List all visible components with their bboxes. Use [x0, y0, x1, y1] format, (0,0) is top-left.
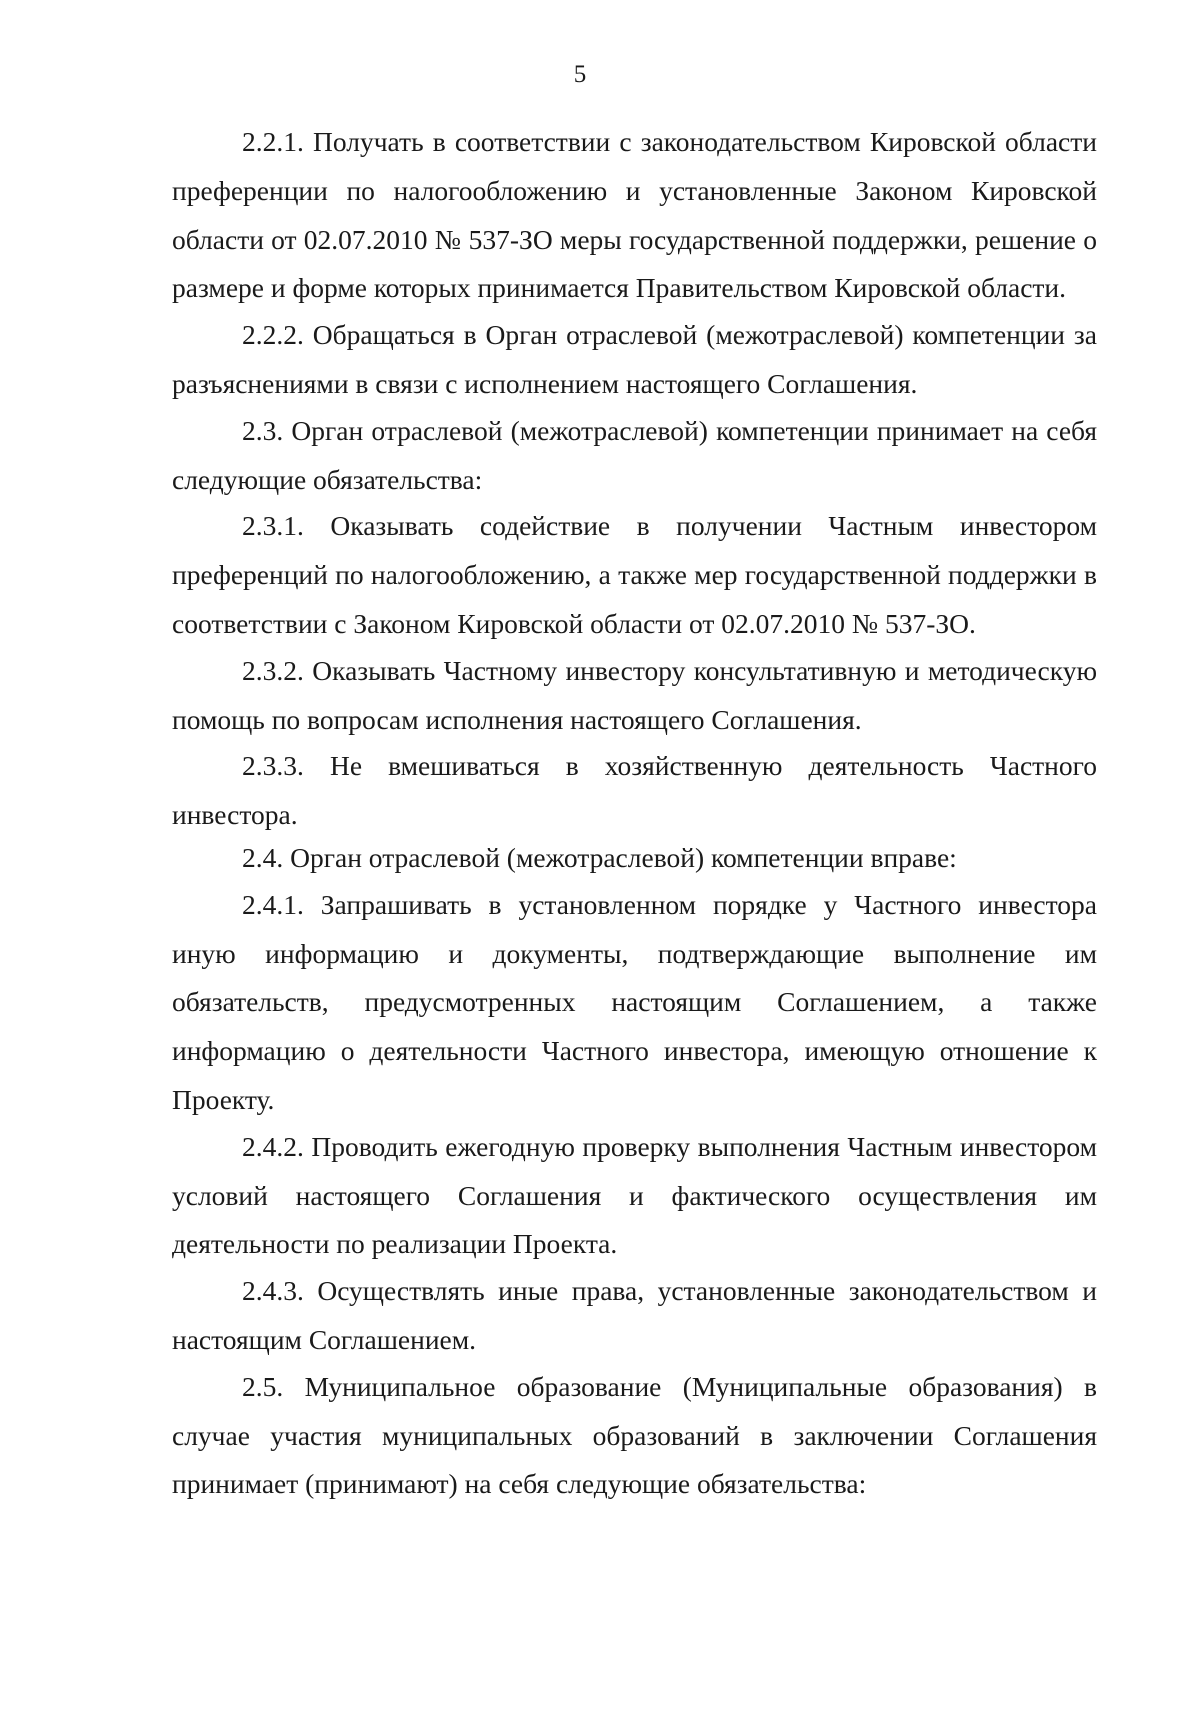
page-number: 5 [573, 61, 587, 88]
paragraph-2-2-2: 2.2.2. Обращаться в Орган отраслевой (межотраслевой) компетенции за разъяснениями в связи с исполнением настоящего Соглашения. [172, 319, 1097, 399]
document-body [172, 118, 1097, 1509]
paragraph-2-4-3: 2.4.3. Осуществлять иные права, установленные законодательством и настоящим Соглашением. [172, 1275, 1097, 1355]
paragraph-2-5: 2.5. Муниципальное образование (Муниципальные образования) в случае участия муниципальных образований в заключении Соглашения принимает (принимают) на себя следующие обязательства: [172, 1370, 1097, 1500]
paragraph-2-3-2: 2.3.2. Оказывать Частному инвестору консультативную и методическую помощь по вопросам исполнения настоящего Соглашения. [172, 654, 1097, 735]
paragraph-2-3-3: 2.3.3. Не вмешиваться в хозяйственную деятельность Частного инвестора. [172, 750, 1097, 831]
paragraph-2-4-1: 2.4.1. Запрашивать в установленном порядке у Частного инвестора иную информацию и документы, подтверждающие выполнение им обязательств, предусмотренных настоящим Соглашением, а также информацию о деятельности Частного инвестора, имеющую отношение к Проекту. [172, 888, 1097, 1115]
paragraph-2-4-2: 2.4.2. Проводить ежегодную проверку выполнения Частным инвестором условий настоящего Соглашения и фактического осуществления им деятельности по реализации Проекта. [172, 1130, 1097, 1260]
paragraph-2-3-1: 2.3.1. Оказывать содействие в получении Частным инвестором преференций по налогообложению, а также мер государственной поддержки в соответствии с Законом Кировской области от 02.07.2010 № 537-ЗО. [172, 510, 1097, 639]
paragraph-2-2-1: 2.2.1. Получать в соответствии с законодательством Кировской области преференции по налогообложению и установленные Законом Кировской области от 02.07.2010 № 537-ЗО меры государственной поддержки, решение о размере и форме которых принимается Правительством Кировской области. [172, 126, 1097, 304]
paragraph-2-3: 2.3. Орган отраслевой (межотраслевой) компетенции принимает на себя следующие обязательства: [172, 414, 1097, 495]
paragraph-2-4: 2.4. Орган отраслевой (межотраслевой) компетенции вправе: [242, 841, 957, 873]
